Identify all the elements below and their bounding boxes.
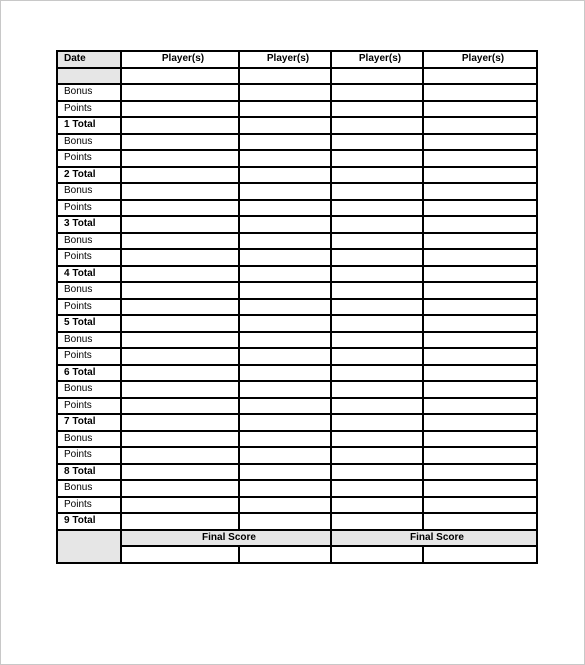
score-cell[interactable]	[331, 315, 423, 332]
score-cell[interactable]	[121, 216, 239, 233]
score-cell[interactable]	[121, 183, 239, 200]
score-sheet-table	[56, 50, 538, 564]
score-cell[interactable]	[423, 167, 537, 184]
score-cell[interactable]	[239, 464, 331, 481]
score-cell[interactable]	[239, 398, 331, 415]
score-cell[interactable]	[423, 68, 537, 85]
score-cell[interactable]	[121, 447, 239, 464]
score-cell[interactable]	[331, 497, 423, 514]
row-label: Points	[57, 398, 121, 415]
score-cell[interactable]	[423, 183, 537, 200]
row-label: Bonus	[57, 233, 121, 250]
score-cell[interactable]	[121, 414, 239, 431]
score-cell[interactable]	[423, 200, 537, 217]
score-row	[57, 84, 537, 101]
row-label: Bonus	[57, 332, 121, 349]
header-row	[57, 51, 537, 68]
score-cell[interactable]	[239, 101, 331, 118]
score-cell[interactable]	[331, 117, 423, 134]
score-cell[interactable]	[239, 117, 331, 134]
final-score-cell[interactable]	[239, 546, 331, 563]
score-cell[interactable]	[331, 414, 423, 431]
score-cell[interactable]	[121, 315, 239, 332]
score-cell[interactable]	[121, 398, 239, 415]
score-cell[interactable]	[331, 167, 423, 184]
score-cell[interactable]	[423, 365, 537, 382]
score-cell[interactable]	[423, 431, 537, 448]
score-cell[interactable]	[239, 216, 331, 233]
score-cell[interactable]	[331, 249, 423, 266]
score-cell[interactable]	[239, 348, 331, 365]
score-cell[interactable]	[423, 348, 537, 365]
score-cell[interactable]	[331, 216, 423, 233]
score-cell[interactable]	[239, 282, 331, 299]
score-cell[interactable]	[331, 200, 423, 217]
score-cell[interactable]	[121, 299, 239, 316]
player-header-4: Player(s)	[423, 51, 537, 68]
final-score-row	[57, 530, 537, 547]
final-score-label: Final Score	[121, 530, 331, 547]
score-row	[57, 134, 537, 151]
player-header-2: Player(s)	[239, 51, 331, 68]
score-cell[interactable]	[239, 513, 331, 530]
row-label: 1 Total	[57, 117, 121, 134]
date-header: Date	[57, 51, 121, 68]
score-row	[57, 464, 537, 481]
row-label	[57, 68, 121, 85]
score-cell[interactable]	[423, 101, 537, 118]
score-cell[interactable]	[121, 513, 239, 530]
row-label: Points	[57, 447, 121, 464]
score-cell[interactable]	[331, 183, 423, 200]
score-cell[interactable]	[239, 480, 331, 497]
score-cell[interactable]	[239, 150, 331, 167]
score-cell[interactable]	[331, 101, 423, 118]
score-cell[interactable]	[239, 315, 331, 332]
score-cell[interactable]	[423, 117, 537, 134]
score-row	[57, 365, 537, 382]
row-label: Bonus	[57, 84, 121, 101]
score-cell[interactable]	[423, 398, 537, 415]
score-row	[57, 381, 537, 398]
final-score-cell[interactable]	[121, 546, 239, 563]
final-score-label: Final Score	[331, 530, 537, 547]
player-header-1: Player(s)	[121, 51, 239, 68]
score-cell[interactable]	[121, 464, 239, 481]
score-cell[interactable]	[121, 84, 239, 101]
score-cell[interactable]	[331, 299, 423, 316]
score-row	[57, 414, 537, 431]
score-row	[57, 150, 537, 167]
score-cell[interactable]	[423, 480, 537, 497]
score-cell[interactable]	[239, 497, 331, 514]
score-row	[57, 68, 537, 85]
score-cell[interactable]	[121, 332, 239, 349]
score-cell[interactable]	[121, 497, 239, 514]
score-row	[57, 480, 537, 497]
row-label: 3 Total	[57, 216, 121, 233]
score-cell[interactable]	[331, 332, 423, 349]
score-row	[57, 200, 537, 217]
row-label: Bonus	[57, 282, 121, 299]
score-cell[interactable]	[423, 513, 537, 530]
score-row	[57, 332, 537, 349]
score-cell[interactable]	[423, 216, 537, 233]
score-cell[interactable]	[331, 431, 423, 448]
score-cell[interactable]	[121, 431, 239, 448]
row-label: Points	[57, 497, 121, 514]
score-cell[interactable]	[239, 431, 331, 448]
score-cell[interactable]	[239, 233, 331, 250]
row-label: Bonus	[57, 134, 121, 151]
score-row	[57, 266, 537, 283]
score-cell[interactable]	[423, 497, 537, 514]
row-label: 5 Total	[57, 315, 121, 332]
score-cell[interactable]	[121, 365, 239, 382]
score-row	[57, 216, 537, 233]
score-row	[57, 117, 537, 134]
score-cell[interactable]	[121, 200, 239, 217]
score-cell[interactable]	[239, 365, 331, 382]
row-label: 6 Total	[57, 365, 121, 382]
score-cell[interactable]	[331, 513, 423, 530]
row-label: Points	[57, 101, 121, 118]
score-cell[interactable]	[239, 447, 331, 464]
score-cell[interactable]	[423, 233, 537, 250]
score-cell[interactable]	[423, 315, 537, 332]
row-label: Bonus	[57, 183, 121, 200]
score-row	[57, 513, 537, 530]
row-label: Points	[57, 348, 121, 365]
score-cell[interactable]	[331, 233, 423, 250]
score-row	[57, 101, 537, 118]
score-cell[interactable]	[423, 84, 537, 101]
score-cell[interactable]	[121, 117, 239, 134]
score-cell[interactable]	[239, 167, 331, 184]
score-cell[interactable]	[331, 282, 423, 299]
final-score-entry-row	[57, 546, 537, 563]
row-label: 9 Total	[57, 513, 121, 530]
score-cell[interactable]	[121, 101, 239, 118]
score-cell[interactable]	[239, 266, 331, 283]
score-cell[interactable]	[121, 233, 239, 250]
score-cell[interactable]	[239, 299, 331, 316]
score-row	[57, 299, 537, 316]
row-label: Points	[57, 150, 121, 167]
score-cell[interactable]	[239, 381, 331, 398]
score-cell[interactable]	[423, 266, 537, 283]
score-cell[interactable]	[423, 299, 537, 316]
score-cell[interactable]	[331, 480, 423, 497]
score-cell[interactable]	[121, 348, 239, 365]
score-cell[interactable]	[423, 249, 537, 266]
score-cell[interactable]	[239, 68, 331, 85]
score-cell[interactable]	[331, 447, 423, 464]
score-cell[interactable]	[331, 150, 423, 167]
row-label: Bonus	[57, 381, 121, 398]
row-label: Bonus	[57, 480, 121, 497]
score-cell[interactable]	[239, 414, 331, 431]
row-label: Points	[57, 200, 121, 217]
row-label: 7 Total	[57, 414, 121, 431]
score-row	[57, 167, 537, 184]
score-cell[interactable]	[239, 183, 331, 200]
score-cell[interactable]	[423, 414, 537, 431]
score-cell[interactable]	[121, 134, 239, 151]
row-label: Points	[57, 249, 121, 266]
score-row	[57, 249, 537, 266]
score-cell[interactable]	[121, 167, 239, 184]
score-cell[interactable]	[121, 381, 239, 398]
score-row	[57, 497, 537, 514]
score-row	[57, 233, 537, 250]
score-cell[interactable]	[331, 68, 423, 85]
final-score-corner	[57, 530, 121, 563]
score-row	[57, 315, 537, 332]
score-cell[interactable]	[331, 381, 423, 398]
score-cell[interactable]	[121, 480, 239, 497]
score-cell[interactable]	[423, 282, 537, 299]
score-row	[57, 348, 537, 365]
score-cell[interactable]	[121, 68, 239, 85]
score-cell[interactable]	[423, 134, 537, 151]
score-row	[57, 183, 537, 200]
final-score-cell[interactable]	[331, 546, 423, 563]
score-cell[interactable]	[239, 249, 331, 266]
score-cell[interactable]	[331, 84, 423, 101]
score-cell[interactable]	[239, 200, 331, 217]
score-cell[interactable]	[423, 332, 537, 349]
row-label: Points	[57, 299, 121, 316]
score-cell[interactable]	[239, 332, 331, 349]
score-cell[interactable]	[331, 464, 423, 481]
score-cell[interactable]	[331, 365, 423, 382]
score-cell[interactable]	[331, 348, 423, 365]
score-row	[57, 282, 537, 299]
score-cell[interactable]	[423, 150, 537, 167]
score-cell[interactable]	[331, 266, 423, 283]
score-cell[interactable]	[121, 150, 239, 167]
score-row	[57, 398, 537, 415]
row-label: 2 Total	[57, 167, 121, 184]
score-cell[interactable]	[331, 134, 423, 151]
score-cell[interactable]	[423, 447, 537, 464]
score-cell[interactable]	[239, 134, 331, 151]
row-label: Bonus	[57, 431, 121, 448]
score-cell[interactable]	[121, 249, 239, 266]
score-cell[interactable]	[239, 84, 331, 101]
row-label: 8 Total	[57, 464, 121, 481]
score-cell[interactable]	[121, 282, 239, 299]
score-row	[57, 447, 537, 464]
player-header-3: Player(s)	[331, 51, 423, 68]
score-cell[interactable]	[121, 266, 239, 283]
row-label: 4 Total	[57, 266, 121, 283]
final-score-cell[interactable]	[423, 546, 537, 563]
score-cell[interactable]	[423, 381, 537, 398]
score-row	[57, 431, 537, 448]
score-cell[interactable]	[331, 398, 423, 415]
score-cell[interactable]	[423, 464, 537, 481]
